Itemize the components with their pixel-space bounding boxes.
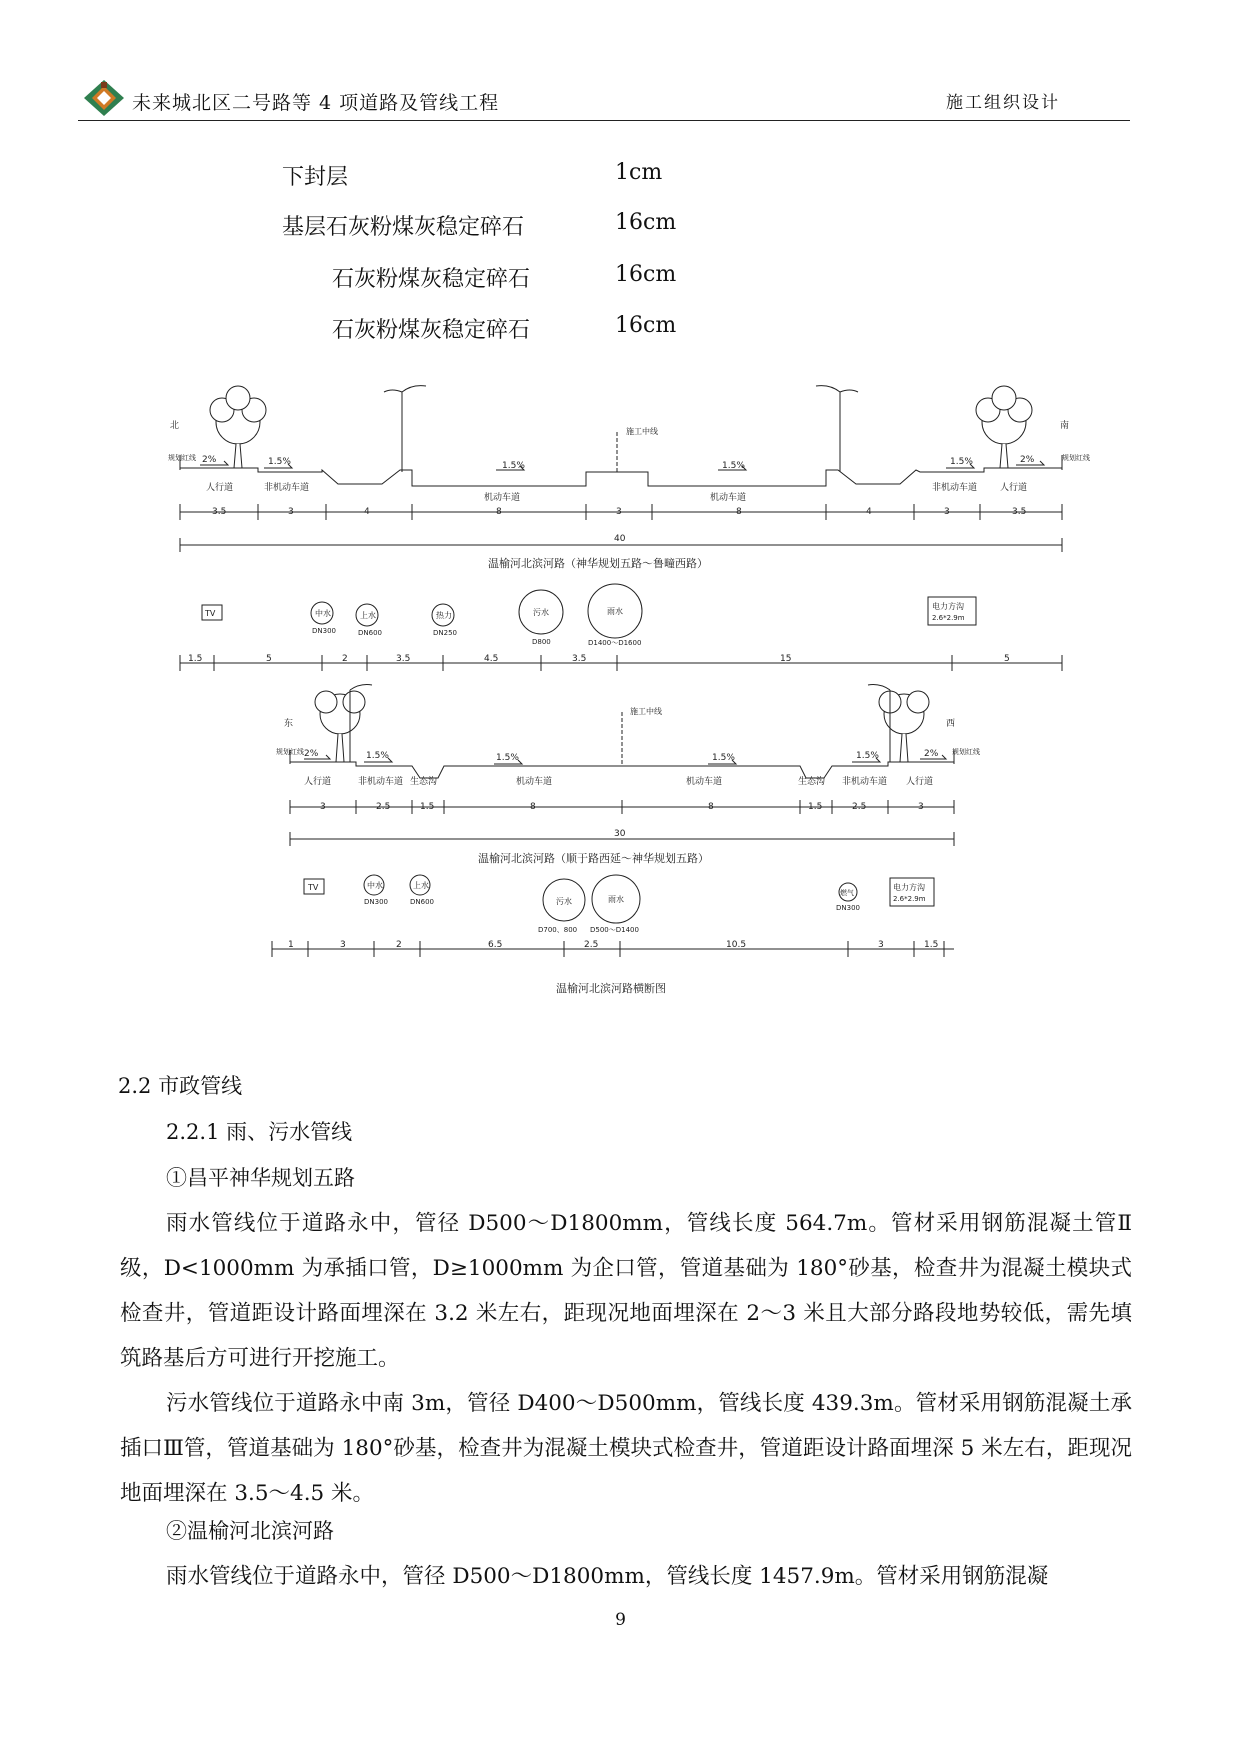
tree-icon [315,691,365,762]
motor-lane-label: 机动车道 [686,777,723,787]
nonmotor-label: 非机动车道 [842,777,888,787]
paragraph-rain-pipe-1: 雨水管线位于道路永中，管径 D500～D1800mm，管线长度 564.7m。管材采用钢筋混凝土管Ⅱ级，D<1000mm 为承插口管，D≥1000mm 为企口管，管道基础为 180°砂基，检查井为混凝土模块式检查井，管道距设计路面埋深在 3.2 米左右，距现况地面埋深在 2～3 米且大部分路段地势较低，需先填筑路基后方可进行开挖施工。 [120,1211,1132,1371]
width-dim: 4 [364,507,370,517]
section1-caption: 温榆河北滨河路（神华规划五路～鲁疃西路） [488,557,708,570]
road-heading-2: ②温榆河北滨河路 [166,1519,334,1543]
total-width-dim: 40 [614,534,626,544]
sidewalk-label: 人行道 [304,777,332,787]
pipe-size: DN250 [433,629,457,637]
pipe-size: D700、800 [538,926,578,934]
material-value-3: 16cm [615,262,677,287]
pipe-label: 雨水 [607,607,623,616]
tree-icon [210,386,266,468]
width-dim: 4 [866,507,872,517]
width-dim: 1.5 [420,802,435,812]
eco-ditch-label: 生态沟 [410,777,438,787]
pipe-size: DN600 [358,629,382,637]
section2-labels [276,706,980,995]
pipe-label: 上水 [360,611,376,620]
motor-lane-label: 机动车道 [516,777,553,787]
power-duct-size: 2.6*2.9m [932,614,965,622]
pipe-dim: 6.5 [488,940,503,950]
slope-label: 1.5% [722,461,745,471]
width-dim: 2.5 [852,802,867,812]
material-value-2: 16cm [615,210,677,235]
pipe-size: DN300 [364,898,388,906]
slope-label: 2% [1020,455,1035,465]
street-lamp-icon [816,386,858,472]
pipe-dim: 3 [878,940,884,950]
nonmotor-label: 非机动车道 [932,483,978,493]
pipe-label: 燃气 [840,889,854,897]
west-label: 西 [946,719,956,729]
width-dim: 8 [496,507,502,517]
redline-label: 规划红线 [952,748,980,756]
pipe-dim: 5 [266,654,272,664]
slope-label: 1.5% [856,751,879,761]
material-value-1: 1cm [615,160,663,185]
width-dim: 3 [288,507,294,517]
pipe-dim: 5 [1004,654,1010,664]
nonmotor-label: 非机动车道 [358,777,404,787]
header-title: 未来城北区二号路等 4 项道路及管线工程 [132,92,500,114]
power-duct-size: 2.6*2.9m [893,895,926,903]
pipe-dim: 10.5 [726,940,747,950]
street-lamp-icon [384,386,426,472]
total-width-dim: 30 [614,829,626,839]
tree-icon [879,691,929,762]
pipe-label: 中水 [315,609,331,618]
sidewalk-label: 人行道 [1000,483,1028,493]
tv-label: TV [308,883,319,892]
pipe-dim: 2 [342,654,348,664]
slope-label: 1.5% [502,461,525,471]
width-dim: 2.5 [376,802,391,812]
eco-ditch-label: 生态沟 [798,777,826,787]
page-number: 9 [615,1610,626,1630]
material-name-3: 石灰粉煤灰稳定碎石 [332,267,531,292]
slope-label: 1.5% [268,457,291,467]
power-duct-label: 电力方沟 [932,602,964,611]
tv-label: TV [205,609,216,618]
pipe-dim: 3.5 [572,654,587,664]
pipe-size: DN300 [836,904,860,912]
pipe-dim: 4.5 [484,654,499,664]
nonmotor-label: 非机动车道 [264,483,310,493]
slope-label: 2% [924,749,939,759]
pipe-dim: 2 [396,940,402,950]
motor-lane-label: 机动车道 [484,493,521,503]
redline-label: 规划红线 [1062,454,1090,462]
sidewalk-label: 人行道 [906,777,934,787]
width-dim: 3.5 [212,507,227,517]
pipe-label: 污水 [533,608,549,617]
centerline-label: 施工中线 [630,707,662,716]
width-dim: 8 [736,507,742,517]
width-dim: 3 [320,802,326,812]
pipe-size: DN600 [410,898,434,906]
pipe-dim: 1.5 [188,654,203,664]
slope-label: 1.5% [712,753,735,763]
pipe-label: 雨水 [608,895,624,904]
power-duct-label: 电力方沟 [893,883,925,892]
paragraph-rain-pipe-2: 雨水管线位于道路永中，管径 D500～D1800mm，管线长度 1457.9m。管材采用钢筋混凝 [166,1564,1049,1589]
section1-labels [168,419,1090,664]
pipe-dim: 3 [340,940,346,950]
south-label: 南 [1060,421,1070,431]
subsection-heading: 2.2.1 雨、污水管线 [166,1120,353,1144]
section2-caption: 温榆河北滨河路（顺于路西延～神华规划五路） [478,852,709,865]
pipe-size: DN300 [312,627,336,635]
pipe-size: D800 [532,638,551,646]
pipe-dim: 1.5 [924,940,939,950]
slope-label: 1.5% [496,753,519,763]
width-dim: 8 [708,802,714,812]
width-dim: 3 [944,507,950,517]
width-dim: 3.5 [1012,507,1027,517]
pipe-dim: 1 [288,940,294,950]
road-heading-1: ①昌平神华规划五路 [166,1166,355,1190]
figure-title: 温榆河北滨河路横断图 [556,982,666,995]
width-dim: 3 [918,802,924,812]
section-heading: 2.2 市政管线 [118,1074,243,1098]
slope-label: 1.5% [366,751,389,761]
pipe-label: 中水 [367,881,383,890]
header-doc-type: 施工组织设计 [946,93,1060,113]
redline-label: 规划红线 [276,748,304,756]
material-name-4: 石灰粉煤灰稳定碎石 [332,318,531,343]
pipe-dim: 15 [780,654,792,664]
pipe-label: 热力 [436,611,452,620]
width-dim: 8 [530,802,536,812]
material-name-1: 下封层 [282,165,349,190]
section2-drawing [272,685,954,957]
paragraph-sewage-pipe-1: 污水管线位于道路永中南 3m，管径 D400～D500mm，管线长度 439.3m。管材采用钢筋混凝土承插口Ⅲ管，管道基础为 180°砂基，检查井为混凝土模块式检查井，管道距设计路面埋深 5 米左右，距现况地面埋深在 3.5～4.5 米。 [120,1391,1132,1506]
sidewalk-label: 人行道 [206,483,234,493]
redline-label: 规划红线 [168,454,196,462]
pipe-size: D1400～D1600 [588,639,642,647]
pipe-size: D500～D1400 [590,926,639,934]
width-dim: 3 [616,507,622,517]
width-dim: 1.5 [808,802,823,812]
centerline-label: 施工中线 [626,427,658,436]
pipe-label: 污水 [556,897,572,906]
material-name-2: 基层石灰粉煤灰稳定碎石 [282,215,525,240]
slope-label: 2% [202,455,217,465]
slope-label: 1.5% [950,457,973,467]
motor-lane-label: 机动车道 [710,493,747,503]
material-value-4: 16cm [615,313,677,338]
slope-label: 2% [304,749,319,759]
north-label: 北 [170,421,180,431]
pipe-dim: 3.5 [396,654,411,664]
pipe-dim: 2.5 [584,940,599,950]
east-label: 东 [284,719,294,729]
pipe-label: 上水 [413,881,429,890]
